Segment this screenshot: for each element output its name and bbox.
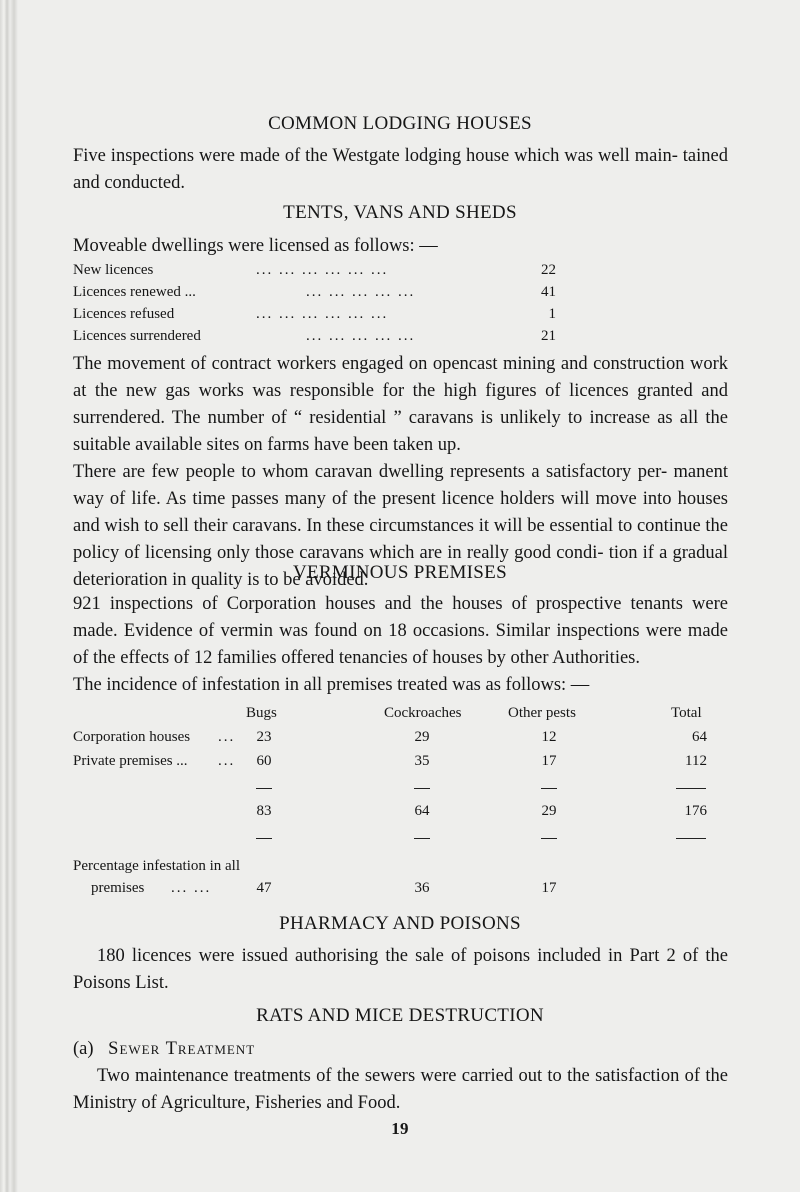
licence-leader: ... ... ... ... ... — [306, 328, 416, 344]
tents-paragraph-2: There are few people to whom caravan dwelling represents a satisfactory per- manent way of life. As time passes many of the present licence holders will move into houses and wish to sell their caravans. In these circumstances it will be essential to continue the policy of licensing only those caravans which are in really good condi- tion if a gradual deterioration in quality is to be avoided. — [73, 462, 728, 590]
licence-label: Licences refused — [73, 306, 175, 322]
table-rule — [541, 788, 557, 789]
percentage-label-line-1: Percentage infestation in all — [73, 858, 241, 874]
tents-paragraph-1: The movement of contract workers engaged on opencast mining and construction work at the new gas works was responsible for the high figures of licences granted and surrendered. The number of “ residential ” caravans is unlikely to increase as all the suitable available sites on farms have been taken up. — [73, 354, 728, 455]
table-header-other-pests: Other pests — [508, 705, 576, 721]
heading-tents-vans-sheds: TENTS, VANS AND SHEDS — [283, 202, 517, 223]
table-header-bugs: Bugs — [246, 705, 277, 721]
table-cell: 17 — [541, 753, 557, 769]
lodging-paragraph: Five inspections were made of the Westgate lodging house which was well main- tained and conducted. — [73, 146, 728, 193]
table-total-cell: 29 — [541, 803, 557, 819]
table-rule — [541, 838, 557, 839]
table-cell: 23 — [256, 729, 272, 745]
licence-leader: ... ... ... ... ... ... — [256, 262, 389, 278]
table-row-label: Private premises ... — [73, 753, 188, 769]
table-total-cell: 176 — [684, 803, 707, 819]
table-rule — [256, 788, 272, 789]
licence-leader: ... ... ... ... ... — [306, 284, 416, 300]
table-total-cell: 64 — [414, 803, 430, 819]
subheading-prefix: (a) — [73, 1039, 94, 1059]
tents-intro: Moveable dwellings were licensed as follows: — — [73, 236, 438, 256]
table-rule — [256, 838, 272, 839]
table-rule — [676, 788, 706, 789]
table-header-cockroaches: Cockroaches — [384, 705, 462, 721]
percentage-cell: 36 — [414, 880, 430, 896]
licence-leader: ... ... ... ... ... ... — [256, 306, 389, 322]
table-row-label: Corporation houses — [73, 729, 191, 745]
percentage-leader: ... ... — [171, 880, 212, 896]
licence-label: New licences — [73, 262, 154, 278]
table-cell: 112 — [685, 753, 707, 769]
heading-rats-mice: RATS AND MICE DESTRUCTION — [256, 1005, 544, 1026]
table-row-leader: ... — [218, 753, 236, 769]
percentage-cell: 47 — [256, 880, 272, 896]
page-number: 19 — [391, 1119, 409, 1138]
table-cell: 12 — [541, 729, 557, 745]
percentage-label-line-2: premises — [91, 880, 145, 896]
table-row-leader: ... — [218, 729, 236, 745]
heading-pharmacy-poisons: PHARMACY AND POISONS — [279, 913, 521, 934]
table-cell: 29 — [414, 729, 430, 745]
sewer-paragraph: Two maintenance treatments of the sewers were carried out to the satisfaction of the Ministry of Agriculture, Fisheries and Food. — [73, 1066, 728, 1113]
table-cell: 64 — [692, 729, 707, 745]
licence-label: Licences renewed ... — [73, 284, 196, 300]
table-rule — [414, 838, 430, 839]
table-total-cell: 83 — [256, 803, 272, 819]
licence-value: 22 — [541, 262, 556, 278]
table-header-total: Total — [671, 705, 702, 721]
subheading-title: Sewer Treatment — [108, 1039, 256, 1059]
licence-value: 1 — [548, 306, 556, 322]
licence-value: 41 — [541, 284, 556, 300]
table-rule — [676, 838, 706, 839]
percentage-cell: 17 — [541, 880, 557, 896]
licence-value: 21 — [541, 328, 556, 344]
table-rule — [414, 788, 430, 789]
verminous-paragraph: 921 inspections of Corporation houses and the houses of prospective tenants were made. Evidence of vermin was found on 18 occasions. Similar inspections were made of the effects of 12 families offered tenancies of houses by other Authorities. — [73, 594, 728, 668]
heading-common-lodging-houses: COMMON LODGING HOUSES — [268, 113, 532, 134]
heading-verminous-premises: VERMINOUS PREMISES — [293, 562, 507, 583]
sewer-treatment-subheading — [73, 1036, 255, 1063]
infestation-intro: The incidence of infestation in all premises treated was as follows: — — [73, 675, 590, 695]
licence-label: Licences surrendered — [73, 328, 201, 344]
table-cell: 60 — [256, 753, 272, 769]
table-cell: 35 — [414, 753, 430, 769]
pharmacy-paragraph: 180 licences were issued authorising the sale of poisons included in Part 2 of the Poisons List. — [73, 946, 728, 993]
